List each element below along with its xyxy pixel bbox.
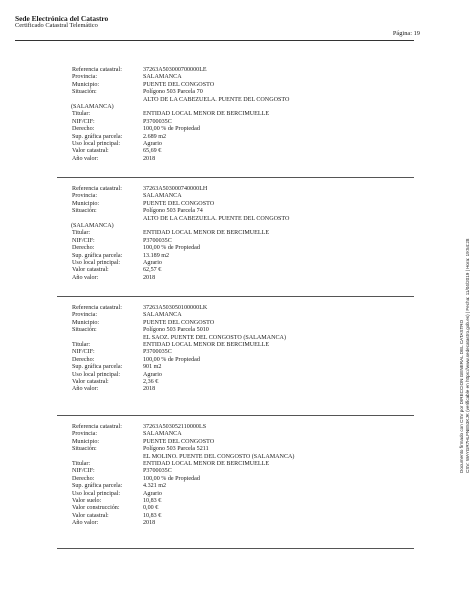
- value-nif: P3700035C: [143, 118, 172, 125]
- label-anio: Año valor:: [72, 155, 99, 162]
- field-valor-construccion: [72, 505, 414, 512]
- field-titular: [72, 342, 414, 349]
- value-valor-catastral: 62,57 €: [143, 267, 162, 274]
- label-ref: Referencia catastral:: [72, 186, 122, 192]
- field-situacion: [72, 446, 414, 453]
- label-nif: NIF/CIF:: [72, 237, 95, 244]
- value-provincia: SALAMANCA: [143, 74, 182, 81]
- value-situacion-line2: ALTO DE LA CABEZUELA. PUENTE DEL CONGOSTO: [143, 215, 290, 222]
- label-ref: Referencia catastral:: [72, 305, 122, 311]
- field-anio: [72, 386, 414, 393]
- label-derecho: Derecho:: [72, 245, 95, 252]
- label-derecho: Derecho:: [72, 126, 95, 133]
- label-situacion: Situación:: [72, 446, 97, 453]
- value-situacion-province: (SALAMANCA): [71, 222, 114, 229]
- page-header-subtitle: Certificado Catastral Telemático: [15, 22, 98, 29]
- value-nif: P3700035C: [143, 468, 172, 475]
- field-anio: [72, 520, 414, 527]
- field-situacion: [72, 208, 414, 215]
- csv-signature-note: [437, 173, 470, 473]
- label-titular: Titular:: [72, 230, 91, 237]
- value-municipio: PUENTE DEL CONGOSTO: [143, 438, 215, 445]
- value-valor-suelo: 10,83 €: [143, 497, 162, 504]
- field-situacion: [72, 89, 414, 96]
- field-provincia: [72, 193, 414, 200]
- value-situacion-line2: ALTO DE LA CABEZUELA. PUENTE DEL CONGOSTO: [143, 96, 290, 103]
- value-situacion: Polígono 503 Parcela 74: [143, 208, 203, 215]
- value-ref: 37263A503000740000LH: [143, 186, 208, 192]
- label-sup: Sup. gráfica parcela:: [72, 133, 123, 140]
- field-situacion: [72, 327, 414, 334]
- cadastral-record-4: [72, 424, 414, 527]
- value-derecho: 100,00 % de Propiedad: [143, 356, 200, 363]
- label-nif: NIF/CIF:: [72, 118, 95, 125]
- value-titular: ENTIDAD LOCAL MENOR DE BERCIMUELLE: [143, 460, 270, 467]
- label-valor-construccion: Valor construcción:: [72, 505, 120, 512]
- label-uso: Uso local principal:: [72, 490, 121, 497]
- value-provincia: SALAMANCA: [143, 431, 182, 438]
- label-uso: Uso local principal:: [72, 259, 121, 266]
- field-derecho: [72, 476, 414, 483]
- field-provincia: [72, 74, 414, 81]
- label-anio: Año valor:: [72, 386, 99, 393]
- value-valor-catastral: 10,83 €: [143, 512, 162, 519]
- value-sup: 901 m2: [143, 364, 162, 371]
- value-titular: ENTIDAD LOCAL MENOR DE BERCIMUELLE: [143, 230, 270, 237]
- label-provincia: Provincia:: [72, 74, 98, 81]
- value-nif: P3700035C: [143, 237, 172, 244]
- field-titular: [72, 230, 414, 237]
- record-divider: [57, 296, 414, 297]
- label-municipio: Municipio:: [72, 81, 100, 88]
- value-sup: 2.689 m2: [143, 133, 167, 140]
- value-situacion-line2: EL MOLINO. PUENTE DEL CONGOSTO (SALAMANCA): [143, 453, 295, 460]
- label-situacion: Situación:: [72, 208, 97, 215]
- value-anio: 2018: [143, 155, 156, 162]
- value-anio: 2018: [143, 520, 156, 527]
- label-anio: Año valor:: [72, 274, 99, 281]
- field-provincia: [72, 431, 414, 438]
- value-nif: P3700035C: [143, 349, 172, 356]
- field-derecho: [72, 245, 414, 252]
- value-valor-catastral: 65,69 €: [143, 148, 162, 155]
- field-sup: [72, 253, 414, 260]
- label-valor-suelo: Valor suelo:: [72, 497, 102, 504]
- field-valor-catastral: [72, 267, 414, 274]
- label-valor-catastral: Valor catastral:: [72, 148, 109, 155]
- value-valor-catastral: 2,36 €: [143, 378, 159, 385]
- field-municipio: [72, 439, 414, 446]
- label-municipio: Municipio:: [72, 200, 100, 207]
- field-derecho: [72, 126, 414, 133]
- value-uso: Agrario: [143, 259, 162, 266]
- value-sup: 13.189 m2: [143, 252, 170, 259]
- field-nif: [72, 468, 414, 475]
- field-ref: [72, 67, 414, 74]
- field-titular: [72, 461, 414, 468]
- field-valor-catastral: [72, 148, 414, 155]
- field-municipio: [72, 82, 414, 89]
- label-municipio: Municipio:: [72, 319, 100, 326]
- field-provincia: [72, 312, 414, 319]
- label-anio: Año valor:: [72, 520, 99, 527]
- label-titular: Titular:: [72, 341, 91, 348]
- value-sup: 4.321 m2: [143, 483, 167, 490]
- value-situacion-province: (SALAMANCA): [71, 103, 114, 110]
- csv-signature-line-1: Documento firmado con CSV por DIRECCION GENERAL DEL CATASTRO: [459, 319, 464, 473]
- cadastral-record-3: [72, 305, 414, 394]
- label-titular: Titular:: [72, 111, 91, 118]
- value-uso: Agrario: [143, 490, 162, 497]
- value-derecho: 100,00 % de Propiedad: [143, 475, 200, 482]
- value-uso: Agrario: [143, 371, 162, 378]
- label-provincia: Provincia:: [72, 193, 98, 200]
- label-municipio: Municipio:: [72, 438, 100, 445]
- page-number: Página: 19: [392, 30, 420, 37]
- value-titular: ENTIDAD LOCAL MENOR DE BERCIMUELLE: [143, 111, 270, 118]
- field-ref: [72, 186, 414, 193]
- field-derecho: [72, 357, 414, 364]
- field-uso: [72, 372, 414, 379]
- field-valor-catastral: [72, 513, 414, 520]
- label-sup: Sup. gráfica parcela:: [72, 483, 123, 490]
- label-provincia: Provincia:: [72, 312, 98, 319]
- value-municipio: PUENTE DEL CONGOSTO: [143, 200, 215, 207]
- value-provincia: SALAMANCA: [143, 193, 182, 200]
- field-anio: [72, 275, 414, 282]
- field-nif: [72, 238, 414, 245]
- record-divider: [57, 177, 414, 178]
- label-situacion: Situación:: [72, 89, 97, 96]
- field-anio: [72, 156, 414, 163]
- label-valor-catastral: Valor catastral:: [72, 512, 109, 519]
- field-valor-catastral: [72, 379, 414, 386]
- field-sup: [72, 483, 414, 490]
- value-derecho: 100,00 % de Propiedad: [143, 245, 200, 252]
- field-municipio: [72, 201, 414, 208]
- record-divider: [57, 415, 414, 416]
- field-uso: [72, 260, 414, 267]
- label-derecho: Derecho:: [72, 356, 95, 363]
- value-anio: 2018: [143, 386, 156, 393]
- value-valor-construccion: 0,00 €: [143, 505, 159, 512]
- record-divider: [57, 548, 414, 549]
- label-nif: NIF/CIF:: [72, 349, 95, 356]
- field-valor-suelo: [72, 498, 414, 505]
- label-provincia: Provincia:: [72, 431, 98, 438]
- label-nif: NIF/CIF:: [72, 468, 95, 475]
- label-uso: Uso local principal:: [72, 140, 121, 147]
- page-header-title: Sede Electrónica del Catastro: [15, 14, 109, 23]
- value-municipio: PUENTE DEL CONGOSTO: [143, 81, 215, 88]
- value-derecho: 100,00 % de Propiedad: [143, 126, 200, 133]
- value-municipio: PUENTE DEL CONGOSTO: [143, 319, 215, 326]
- label-titular: Titular:: [72, 460, 91, 467]
- value-ref: 37263A503000700000LE: [143, 67, 207, 73]
- field-municipio: [72, 320, 414, 327]
- field-nif: [72, 119, 414, 126]
- value-situacion: Polígono 503 Parcela 70: [143, 89, 203, 96]
- label-derecho: Derecho:: [72, 475, 95, 482]
- field-nif: [72, 349, 414, 356]
- label-valor-catastral: Valor catastral:: [72, 378, 109, 385]
- label-uso: Uso local principal:: [72, 371, 121, 378]
- label-ref: Referencia catastral:: [72, 424, 122, 430]
- label-sup: Sup. gráfica parcela:: [72, 252, 123, 259]
- value-titular: ENTIDAD LOCAL MENOR DE BERCIMUELLE: [143, 341, 270, 348]
- value-uso: Agrario: [143, 140, 162, 147]
- field-sup: [72, 134, 414, 141]
- field-uso: [72, 491, 414, 498]
- value-provincia: SALAMANCA: [143, 312, 182, 319]
- field-ref: [72, 305, 414, 312]
- field-ref: [72, 424, 414, 431]
- label-sup: Sup. gráfica parcela:: [72, 364, 123, 371]
- header-divider: [15, 40, 414, 41]
- field-titular: [72, 111, 414, 118]
- value-ref: 37263A503052110000LS: [143, 424, 207, 430]
- label-situacion: Situación:: [72, 327, 97, 334]
- value-situacion-line2: EL SAOZ. PUENTE DEL CONGOSTO (SALAMANCA): [143, 334, 286, 341]
- value-anio: 2018: [143, 274, 156, 281]
- value-ref: 37263A503050100000LK: [143, 305, 208, 311]
- label-ref: Referencia catastral:: [72, 67, 122, 73]
- label-valor-catastral: Valor catastral:: [72, 267, 109, 274]
- csv-signature-line-2: CSV: WAYGR7HLFNE53KJK (verificable en https://www.sedecatastro.gob.es) | Fecha: 11/04/2019 | Hora: 19:54:28: [465, 238, 470, 473]
- field-uso: [72, 141, 414, 148]
- value-situacion: Polígono 503 Parcela 5010: [143, 327, 209, 334]
- cadastral-record-1: [72, 67, 414, 163]
- field-sup: [72, 364, 414, 371]
- value-situacion: Polígono 503 Parcela 5211: [143, 446, 209, 453]
- cadastral-record-2: [72, 186, 414, 282]
